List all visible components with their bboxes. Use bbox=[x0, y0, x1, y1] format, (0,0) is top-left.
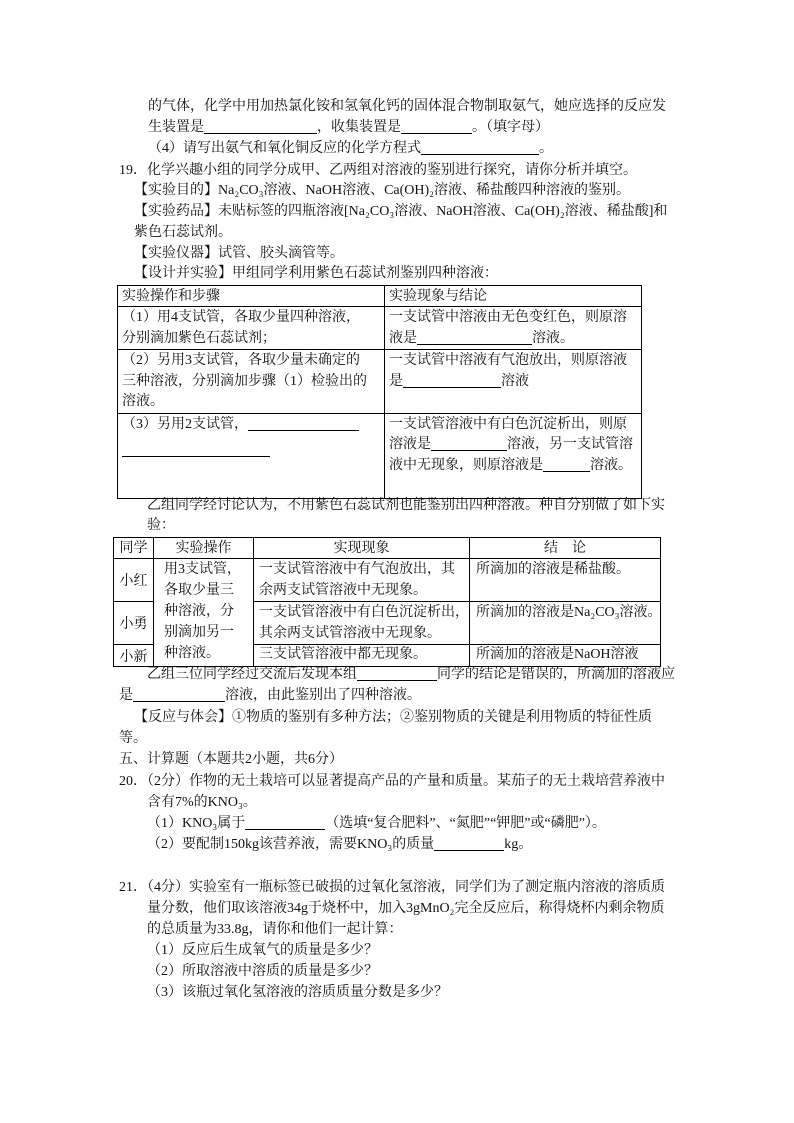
q19-reagents: 紫色石蕊试剂。 bbox=[134, 225, 232, 240]
result-text: 溶液。 bbox=[532, 330, 574, 346]
answer-blank bbox=[245, 816, 325, 830]
q20-part2 bbox=[147, 835, 532, 855]
q21-part: （1）反应后生成氧气的质量是多少？ bbox=[147, 943, 378, 958]
discussion-text: 是 bbox=[119, 688, 133, 703]
conclusion-text: 所滴加的溶液是Na₂CO₃溶液。 bbox=[476, 605, 662, 620]
answer-blank bbox=[421, 141, 539, 155]
q19-purpose: 【实验目的】Na₂CO₃溶液、NaOH溶液、Ca(OH)₂溶液、稀盐酸四种溶液的鉴别。 bbox=[134, 183, 631, 198]
table-row bbox=[118, 307, 642, 350]
section-heading: 五、计算题（本题共2小题，共6分） bbox=[119, 752, 343, 767]
step-text: 溶液。 bbox=[122, 394, 164, 409]
q21-part: （2）所取溶液中溶质的质量是多少？ bbox=[147, 964, 378, 979]
q20-part1-text: （1）KNO₃属于 bbox=[147, 816, 246, 831]
header-label: 实验操作 bbox=[175, 540, 232, 556]
conclusion-text: 所滴加的溶液是NaOH溶液 bbox=[476, 647, 639, 663]
step-text: 分别滴加紫色石蕊试剂； bbox=[122, 330, 276, 346]
q18-part4-line bbox=[148, 139, 553, 159]
step-line bbox=[122, 441, 380, 461]
q21-part: （3）该瓶过氧化氢溶液的溶质质量分数是多少？ bbox=[147, 985, 448, 1000]
result-line bbox=[389, 435, 637, 456]
phenomenon-text: 三支试管溶液中都无现象。 bbox=[259, 647, 427, 663]
result-text: 一支试管溶液中有白色沉淀析出，则原 bbox=[389, 416, 627, 432]
q18-text: ，收集装置是 bbox=[317, 120, 401, 135]
discussion-text: 溶液，由此鉴别出了四种溶液。 bbox=[225, 688, 421, 703]
answer-blank bbox=[133, 688, 225, 702]
q19-design: 【设计并实验】甲组同学利用紫色石蕊试剂鉴别四种溶液： bbox=[134, 266, 498, 281]
header-cell bbox=[118, 286, 385, 307]
q20-stem: 20．（2分）作物的无土栽培可以显著提高产品的产量和质量。某茄子的无土栽培营养液中 bbox=[119, 774, 665, 789]
experiment-table-group-b bbox=[113, 537, 661, 667]
result-line bbox=[389, 329, 637, 350]
q19-apparatus: 【实验仪器】试管、胶头滴管等。 bbox=[134, 246, 344, 261]
result-cell bbox=[385, 350, 642, 414]
answer-blank bbox=[403, 374, 501, 388]
q20-stem: 含有7%的KNO₃。 bbox=[147, 795, 257, 810]
step-line bbox=[122, 415, 380, 436]
answer-blank bbox=[122, 443, 270, 457]
header-label: 实验现象与结论 bbox=[389, 288, 487, 304]
q18-part4-text: 。 bbox=[539, 141, 553, 156]
result-text: 溶液是 bbox=[389, 437, 431, 452]
operation-text: 别滴加另一 bbox=[164, 625, 234, 640]
discussion-text: 同学的结论是错误的，所滴加的溶液应 bbox=[437, 667, 675, 682]
q20-part2-text: kg。 bbox=[504, 837, 533, 852]
header-label: 实验操作和步骤 bbox=[122, 288, 220, 304]
student-name: 小红 bbox=[114, 559, 154, 602]
phenomenon-cell bbox=[254, 602, 470, 645]
discussion-line bbox=[119, 686, 421, 706]
conclusion-cell bbox=[470, 645, 661, 667]
conclusion-cell bbox=[470, 602, 661, 645]
step-text: （2）另用3支试管，各取少量未确定的 bbox=[122, 353, 360, 368]
result-cell bbox=[385, 413, 642, 498]
operation-text: 各取少量三 bbox=[164, 583, 234, 598]
phenomenon-text: 余两支试管溶液中无现象。 bbox=[259, 582, 427, 598]
step-cell bbox=[118, 307, 385, 350]
conclusion-text: 所滴加的溶液是稀盐酸。 bbox=[476, 562, 630, 577]
operation-cell bbox=[154, 559, 254, 667]
table-row bbox=[114, 559, 661, 602]
phenomenon-text: 一支试管溶液中有气泡放出，其 bbox=[259, 562, 455, 577]
student-name: 小勇 bbox=[114, 602, 154, 645]
q20-part1-text: （选填“复合肥料”、“氮肥”“钾肥”或“磷肥”）。 bbox=[325, 816, 606, 831]
table-header-row bbox=[118, 286, 642, 307]
q18-part4-text: （4）请写出氨气和氧化铜反应的化学方程式 bbox=[148, 141, 421, 156]
phenomenon-cell bbox=[254, 645, 470, 667]
result-text: 一支试管中溶液由无色变红色，则原溶 bbox=[389, 310, 627, 325]
q19-stem: 19．化学兴趣小组的同学分成甲、乙两组对溶液的鉴别进行探究，请你分析并填空。 bbox=[119, 163, 637, 178]
q18-text: 。（填字母） bbox=[472, 120, 549, 135]
student-name: 小新 bbox=[114, 645, 154, 667]
answer-blank bbox=[431, 437, 507, 451]
q20-part1 bbox=[147, 814, 606, 834]
result-text: 液是 bbox=[389, 330, 417, 346]
q21-stem: 的总质量为33.8g，请你和他们一起计算： bbox=[147, 922, 403, 937]
table-header-row bbox=[114, 538, 661, 559]
step-text: （3）另用2支试管， bbox=[122, 416, 248, 432]
q19-reagents: 【实验药品】未贴标签的四瓶溶液[Na₂CO₃溶液、NaOH溶液、Ca(OH)₂溶液、稀盐酸]和 bbox=[134, 204, 668, 219]
answer-blank bbox=[434, 837, 504, 851]
answer-blank bbox=[417, 331, 532, 345]
header-cell bbox=[114, 538, 154, 559]
answer-blank bbox=[357, 667, 437, 681]
answer-blank bbox=[204, 120, 317, 134]
phenomenon-cell bbox=[254, 559, 470, 602]
discussion-line bbox=[147, 665, 675, 685]
header-cell bbox=[154, 538, 254, 559]
result-text: 是 bbox=[389, 373, 403, 389]
header-label: 结 论 bbox=[544, 540, 586, 556]
step-text: （1）用4支试管，各取少量四种溶液， bbox=[122, 310, 360, 325]
reflection-line: 【反应与体会】①物质的鉴别有多种方法；②鉴别物质的关键是利用物质的特征性质 bbox=[134, 710, 652, 725]
operation-text: 种溶液。 bbox=[164, 646, 220, 661]
group-b-intro: 验： bbox=[147, 518, 175, 533]
result-line bbox=[389, 456, 637, 477]
step-cell bbox=[118, 350, 385, 414]
step-text: 三种溶液，分别滴加步骤（1）检验出的 bbox=[122, 373, 367, 389]
operation-text: 种溶液，分 bbox=[164, 604, 234, 619]
result-text: 溶液 bbox=[501, 373, 529, 389]
operation-text: 用3支试管， bbox=[164, 562, 241, 577]
result-text: 溶液，另一支试管溶 bbox=[507, 437, 633, 452]
phenomenon-text: 一支试管溶液中有白色沉淀析出， bbox=[259, 605, 469, 620]
discussion-text: 乙组三位同学经过交流后发现本组 bbox=[147, 667, 357, 682]
header-cell bbox=[254, 538, 470, 559]
step-cell bbox=[118, 413, 385, 498]
header-cell bbox=[470, 538, 661, 559]
header-label: 实现现象 bbox=[333, 540, 390, 556]
answer-blank bbox=[401, 120, 472, 134]
q18-text: 生装置是 bbox=[148, 120, 204, 135]
answer-blank bbox=[248, 417, 359, 431]
result-line bbox=[389, 372, 637, 393]
table-row bbox=[118, 413, 642, 498]
phenomenon-text: 其余两支试管溶液中无现象。 bbox=[259, 625, 441, 641]
reflection-line: 等。 bbox=[119, 731, 147, 746]
q18-text-line: 的气体，化学中用加热氯化铵和氢氧化钙的固体混合物制取氨气，她应选择的反应发 bbox=[148, 99, 666, 114]
result-text: 一支试管中溶液有气泡放出，则原溶液 bbox=[389, 353, 627, 368]
table-row bbox=[118, 350, 642, 414]
group-b-intro: 乙组同学经讨论认为，不用紫色石蕊试剂也能鉴别出四种溶液。种自分别做了如下实 bbox=[147, 498, 665, 513]
header-cell bbox=[385, 286, 642, 307]
q18-apparatus-line bbox=[148, 118, 549, 138]
conclusion-cell bbox=[470, 559, 661, 602]
experiment-table-group-a bbox=[117, 285, 642, 499]
header-label: 同学 bbox=[119, 540, 148, 556]
result-text: 溶液。 bbox=[590, 457, 632, 473]
q20-part2-text: （2）要配制150kg该营养液，需要KNO₃的质量 bbox=[147, 837, 435, 852]
result-cell bbox=[385, 307, 642, 350]
q21-stem: 量分数，他们取该溶液34g于烧杯中，加入3gMnO₂完全反应后，称得烧杯内剩余物质 bbox=[147, 901, 665, 916]
answer-blank bbox=[543, 458, 590, 472]
q21-stem: 21．（4分）实验室有一瓶标签已破损的过氧化氢溶液，同学们为了测定瓶内溶液的溶质质 bbox=[119, 880, 665, 895]
result-text: 液中无现象，则原溶液是 bbox=[389, 457, 543, 473]
